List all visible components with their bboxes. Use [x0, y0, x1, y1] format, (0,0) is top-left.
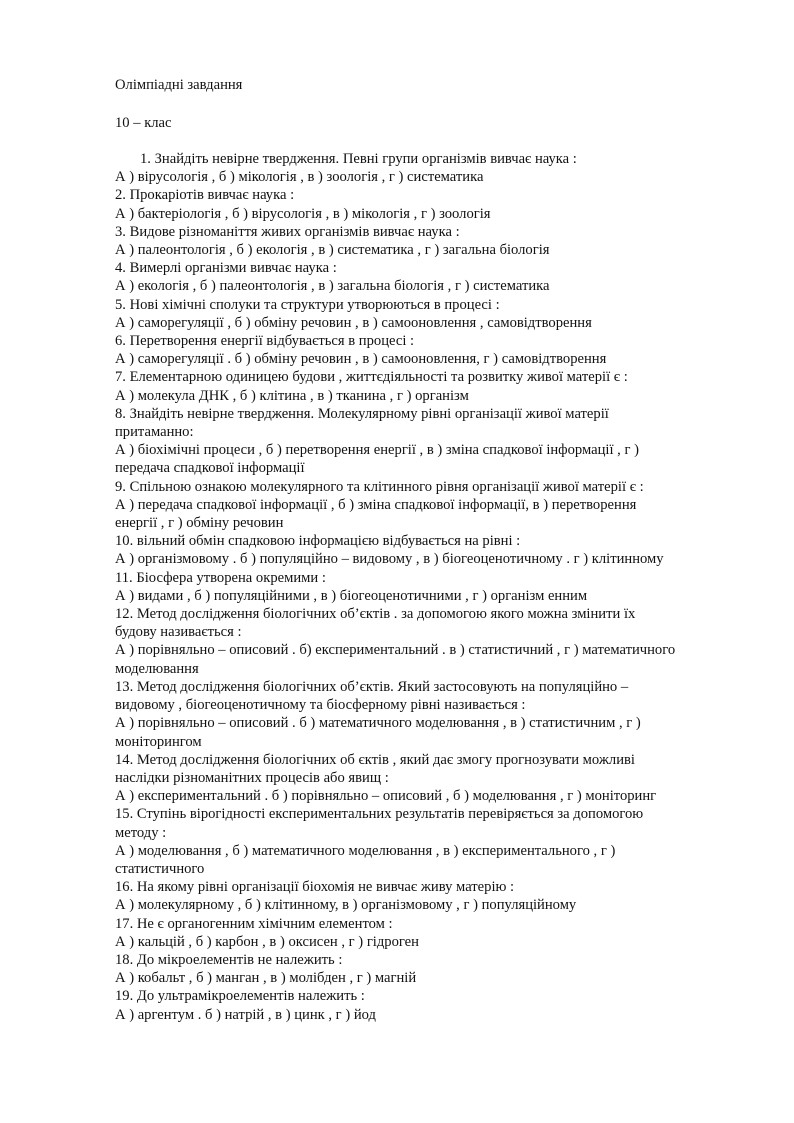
- text-line: 12. Метод дослідження біологічних об’єктів . за допомогою якого можна змінити їх: [115, 606, 636, 623]
- text-line: моніторингом: [115, 733, 202, 750]
- text-line: 13. Метод дослідження біологічних об’єктів. Який застосовують на популяційно –: [115, 678, 629, 695]
- text-line: статистичного: [115, 860, 205, 877]
- text-line: будову називається :: [115, 624, 242, 641]
- text-line: А ) молекула ДНК , б ) клітина , в ) тканина , г ) організм: [115, 387, 469, 404]
- text-line: 17. Не є органогенним хімічним елементом :: [115, 915, 393, 932]
- text-line: передача спадкової інформації: [115, 460, 305, 477]
- text-line: А ) молекулярному , б ) клітинному, в ) організмовому , г ) популяційному: [115, 897, 577, 914]
- text-line: 14. Метод дослідження біологічних об єктів , який дає змогу прогнозувати можливі: [115, 751, 635, 768]
- text-line: 6. Перетворення енергії відбувається в процесі :: [115, 333, 415, 350]
- text-line: енергії , г ) обміну речовин: [115, 515, 284, 532]
- text-line: А ) саморегуляції , б ) обміну речовин , в ) самооновлення , самовідтворення: [115, 314, 592, 331]
- text-line: А ) передача спадкової інформації , б ) зміна спадкової інформації, в ) перетворення: [115, 496, 637, 513]
- text-line: А ) бактеріологія , б ) вірусологія , в ) мікологія , г ) зоологія: [115, 205, 491, 222]
- text-line: видовому , біогеоценотичному та біосферному рівні називається :: [115, 697, 526, 714]
- text-line: А ) моделювання , б ) математичного моделювання , в ) експериментального , г ): [115, 842, 616, 859]
- text-line: 4. Вимерлі організми вивчає наука :: [115, 260, 337, 277]
- grade-label: 10 – клас: [115, 115, 172, 131]
- text-line: 3. Видове різноманіття живих організмів вивчає наука :: [115, 223, 460, 240]
- text-line: А ) біохімічні процеси , б ) перетворення енергії , в ) зміна спадкової інформації , г ): [115, 442, 639, 459]
- text-line: 10. вільний обмін спадковою інформацією відбувається на рівні :: [115, 533, 521, 550]
- text-line: А ) аргентум . б ) натрій , в ) цинк , г ) йод: [115, 1006, 376, 1023]
- document-title: Олімпіадні завдання: [115, 77, 243, 93]
- text-line: 19. До ультрамікроелементів належить :: [115, 988, 365, 1005]
- text-line: 16. На якому рівні організації біохомія не вивчає живу матерію :: [115, 879, 515, 896]
- questions-body: [115, 150, 735, 1024]
- text-line: моделювання: [115, 660, 199, 677]
- text-line: А ) порівняльно – описовий . б ) математичного моделювання , в ) статистичним , г ): [115, 715, 641, 732]
- text-line: 1. Знайдіть невірне твердження. Певні групи організмів вивчає наука :: [140, 151, 577, 167]
- text-line: А ) кобальт , б ) манган , в ) молібден , г ) магній: [115, 970, 417, 987]
- text-line: 7. Елементарною одиницею будови , життєдіяльності та розвитку живої матерії є :: [115, 369, 628, 386]
- text-line: методу :: [115, 824, 167, 841]
- text-line: А ) порівняльно – описовий . б) експериментальний . в ) статистичний , г ) математичного: [115, 642, 676, 659]
- text-line: А ) організмовому . б ) популяційно – видовому , в ) біогеоценотичному . г ) клітинному: [115, 551, 664, 568]
- text-line: А ) вірусологія , б ) мікологія , в ) зоологія , г ) систематика: [115, 169, 484, 186]
- text-line: А ) видами , б ) популяційними , в ) біогеоценотичними , г ) організм енним: [115, 587, 588, 604]
- text-line: А ) палеонтологія , б ) екологія , в ) систематика , г ) загальна біологія: [115, 242, 550, 259]
- text-line: А ) саморегуляції . б ) обміну речовин , в ) самооновлення, г ) самовідтворення: [115, 351, 607, 368]
- text-line: А ) експериментальний . б ) порівняльно – описовий , б ) моделювання , г ) моніторинг: [115, 788, 657, 805]
- text-line: 18. До мікроелементів не належить :: [115, 951, 343, 968]
- text-line: притаманно:: [115, 424, 194, 441]
- text-line: наслідки різноманітних процесів або явищ :: [115, 769, 389, 786]
- text-line: 2. Прокаріотів вивчає наука :: [115, 187, 295, 204]
- text-line: 15. Ступінь вірогідності експериментальних результатів перевіряється за допомогою: [115, 806, 644, 823]
- text-line: 11. Біосфера утворена окремими :: [115, 569, 326, 586]
- text-line: А ) кальцій , б ) карбон , в ) оксисен , г ) гідроген: [115, 933, 419, 950]
- text-line: 8. Знайдіть невірне твердження. Молекулярному рівні організації живої матерії: [115, 405, 609, 422]
- text-line: 5. Нові хімічні сполуки та структури утворюються в процесі :: [115, 296, 500, 313]
- text-line: А ) екологія , б ) палеонтологія , в ) загальна біологія , г ) систематика: [115, 278, 550, 295]
- text-line: 9. Спільною ознакою молекулярного та клітинного рівня організації живої матерії є :: [115, 478, 644, 495]
